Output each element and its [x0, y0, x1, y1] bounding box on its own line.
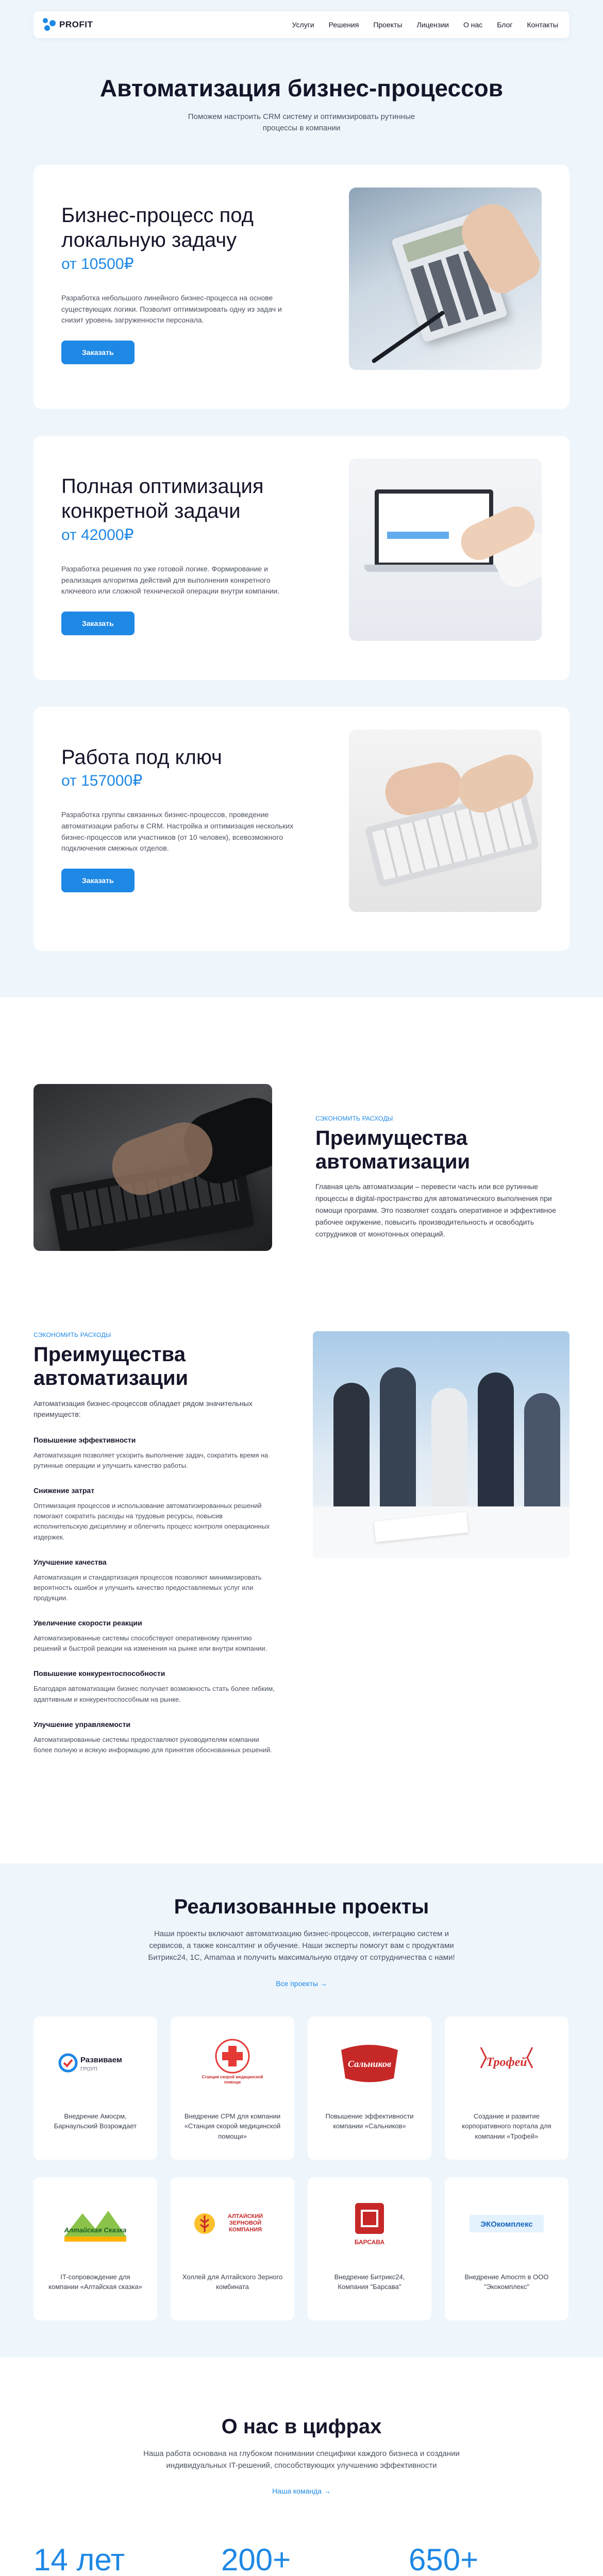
projects-section [0, 1863, 603, 2358]
logo-text: PROFIT [59, 20, 93, 29]
project-card[interactable] [308, 2016, 431, 2160]
razvivaem-logo-icon [45, 2032, 146, 2094]
project-card[interactable] [171, 2177, 294, 2320]
stat-number: 200+ [221, 2543, 291, 2576]
stat-number: 14 лет [34, 2543, 125, 2576]
nav-item-contacts[interactable]: Контакты [527, 21, 558, 29]
order-button[interactable]: Заказать [61, 869, 135, 892]
project-card[interactable] [171, 2016, 294, 2160]
advantage-item [34, 1619, 276, 1654]
nav-item-solutions[interactable]: Решения [328, 21, 359, 29]
stat-item [409, 2545, 568, 2576]
advantage-text: Благодаря автоматизации бизнес получает возможность стать более гибким, адаптивным и конкурентоспособным на рынке. [34, 1685, 275, 1703]
project-card[interactable] [34, 2016, 157, 2160]
project-card[interactable] [34, 2177, 157, 2320]
advantage-text: Автоматизация и стандартизация процессов позволяют минимизировать вероятность ошибок и улучшить качество предоставляемых услуг или продукции. [34, 1573, 262, 1602]
project-caption: Повышение эффективности компании «Сальников» [325, 2112, 414, 2130]
service-description: Разработка группы связанных бизнес-процессов, проведение автоматизации работы в CRM. Настройка и оптимизация нескольких бизнес-процессов или участников (от 10 человек), всевозможного подключения смежных отделов. [61, 810, 294, 853]
stat-number: 650+ [409, 2543, 479, 2576]
projects-title: Реализованные проекты [174, 1895, 429, 1918]
section-title: Преимущества автоматизации [34, 1343, 189, 1389]
altai-skazka-logo-icon [45, 2193, 146, 2255]
project-caption: Внедрение Amocrm в ООО "Экокомплекс" [464, 2273, 549, 2291]
service-card-local [34, 165, 569, 409]
barsava-logo-icon [319, 2193, 420, 2255]
page-subtitle: Поможем настроить CRM систему и оптимизировать рутинные процессы в компании [188, 112, 415, 132]
advantage-title: Повышение эффективности [34, 1435, 136, 1444]
salnikov-logo-icon [319, 2032, 420, 2094]
advantage-title: Увеличение скорости реакции [34, 1619, 142, 1628]
project-card[interactable] [308, 2177, 431, 2320]
advantage-item [34, 1558, 276, 1603]
nav-item-services[interactable]: Услуги [292, 21, 314, 29]
logo-sub: ГРОУП [80, 2066, 97, 2072]
project-caption: Внедрение Амосрм, Барнаульский Возрождает [54, 2112, 137, 2130]
stat-item [34, 2545, 193, 2576]
service-title: Бизнес-процесс под локальную задачу [61, 204, 254, 252]
stats-subtitle: Наша работа основана на глубоком понимании специфики каждого бизнеса и создании индивидуальных IT-решений, способствующих улучшению эффективности [143, 2449, 460, 2470]
order-button[interactable]: Заказать [61, 341, 135, 364]
service-card-full [34, 436, 569, 680]
projects-subtitle: Наши проекты включают автоматизацию бизнес-процессов, интеграцию систем и сервисов, а также консалтинг и обучение. Наши эксперты помогут вам с продуктами Битрикс24, 1С, Amamaa и получить максимальную отдачу от сотрудничества с нами! [148, 1929, 455, 1962]
trofey-logo-icon [456, 2032, 557, 2094]
nav-item-blog[interactable]: Блог [497, 21, 513, 29]
advantage-item [34, 1436, 276, 1471]
logo-label: Сальников [347, 2058, 392, 2069]
advantage-title: Повышение конкурентоспособности [34, 1669, 165, 1678]
our-team-link[interactable]: Наша команда → [272, 2487, 331, 2496]
nav-item-projects[interactable]: Проекты [373, 21, 403, 29]
service-title: Полная оптимизация конкретной задачи [61, 474, 264, 523]
advantage-title: Улучшение управляемости [34, 1720, 131, 1728]
project-caption: IT-сопровождение для компании «Алтайская сказка» [48, 2273, 142, 2291]
service-description: Разработка небольшого линейного бизнес-процесса на основе существующих логики. Позволит оптимизировать одну из задач и снизит уровень загруженности персонала. [61, 294, 282, 325]
advantage-title: Снижение затрат [34, 1486, 95, 1495]
logo-label: Алтайская Сказка [64, 2226, 127, 2234]
stats-section [34, 2358, 569, 2576]
advantage-title: Улучшение качества [34, 1557, 107, 1566]
altai-grain-logo-icon [182, 2193, 283, 2255]
section-intro: Автоматизация бизнес-процессов обладает рядом значительных преимуществ: [34, 1399, 253, 1419]
service-card-turnkey [34, 707, 569, 951]
stat-item [221, 2545, 381, 2576]
logo-label: АЛТАЙСКИЙ ЗЕРНОВОЙ КОМПАНИЯ [227, 2213, 263, 2233]
service-price: от 157000₽ [61, 772, 143, 790]
logo-label: Трофей [486, 2055, 527, 2069]
advantage-text: Автоматизация позволяет ускорить выполнение задач, сократить время на рутинные операции и улучшить качество работы. [34, 1451, 269, 1470]
laptop-typing-dark-photo [34, 1084, 272, 1251]
logo[interactable] [43, 18, 93, 31]
main-nav [292, 21, 558, 29]
service-price: от 10500₽ [61, 256, 134, 273]
advantage-text: Автоматизированные системы предоставляют руководителям компании более полную и всякую информацию для принятия обоснованных решений. [34, 1735, 272, 1754]
stats-title: О нас в цифрах [221, 2415, 382, 2438]
stats-grid [34, 2545, 569, 2576]
project-caption: Холлей для Алтайского Зерного комбината [182, 2273, 283, 2291]
profit-logo-icon [43, 18, 56, 31]
logo-label: Станция скорой медицинской помощи [202, 2074, 263, 2084]
advantages-list-section [34, 1331, 569, 1755]
advantage-item [34, 1486, 276, 1543]
all-projects-link[interactable]: Все проекты → [276, 1979, 327, 1988]
logo-label: БАРСАВА [354, 2238, 385, 2246]
advantage-item [34, 1720, 276, 1755]
ekokompleks-logo-icon [456, 2193, 557, 2255]
order-button[interactable]: Заказать [61, 612, 135, 635]
keyboard-typing-photo [349, 730, 542, 912]
advantage-text: Оптимизация процессов и использование автоматизированных решений помогают сократить расходы на трудовые ресурсы, повысив исполнительскую дисциплину и облегчить процесс контроля операционных издержек. [34, 1502, 270, 1541]
section-title: Преимущества автоматизации [315, 1126, 471, 1173]
project-caption: Внедрение СРМ для компании «Станция скорой медицинской помощи» [184, 2112, 281, 2140]
office-team-photo [313, 1331, 569, 1558]
services-section [0, 0, 603, 997]
section-eyebrow: СЭКОНОМИТЬ РАСХОДЫ [315, 1114, 393, 1122]
project-card[interactable] [445, 2016, 568, 2160]
project-caption: Внедрение Битрикс24, Компания "Барсава" [334, 2273, 405, 2291]
logo-label: Развиваем [80, 2055, 122, 2064]
section-text: Главная цель автоматизации – перевести часть или все рутинные процессы в digital-пространство для автоматического выполнения при помощи программ. Это позволяет создать оперативное и эффективное рабочее окружение, повысить производительность и освободить сотрудников от монотонных операций. [315, 1182, 556, 1238]
nav-item-licenses[interactable]: Лицензии [416, 21, 449, 29]
ambulance-logo-icon [182, 2032, 283, 2094]
project-card[interactable] [445, 2177, 568, 2320]
service-price: от 42000₽ [61, 527, 134, 544]
laptop-work-photo [349, 459, 542, 641]
service-description: Разработка решения по уже готовой логике. Формирование и реализация алгоритма действий для выполнения конкретного ключевого или сложной технической операции внутри компании. [61, 565, 280, 596]
service-title: Работа под ключ [61, 745, 222, 769]
advantages-intro [34, 1084, 569, 1251]
project-caption: Создание и развитие корпоративного портала для компании «Трофей» [462, 2112, 551, 2140]
nav-item-about[interactable]: О нас [463, 21, 483, 29]
advantage-text: Автоматизированные системы способствуют оперативному принятию решений и быстрой реакции на изменения на рынке или внутри компании. [34, 1634, 267, 1653]
advantage-item [34, 1669, 276, 1704]
section-eyebrow: СЭКОНОМИТЬ РАСХОДЫ [34, 1331, 111, 1338]
logo-label: ЭКОкомплекс [480, 2219, 533, 2229]
header [34, 11, 569, 38]
calculator-photo [349, 188, 542, 370]
projects-grid [34, 2016, 569, 2320]
page-title: Автоматизация бизнес-процессов [99, 75, 504, 101]
